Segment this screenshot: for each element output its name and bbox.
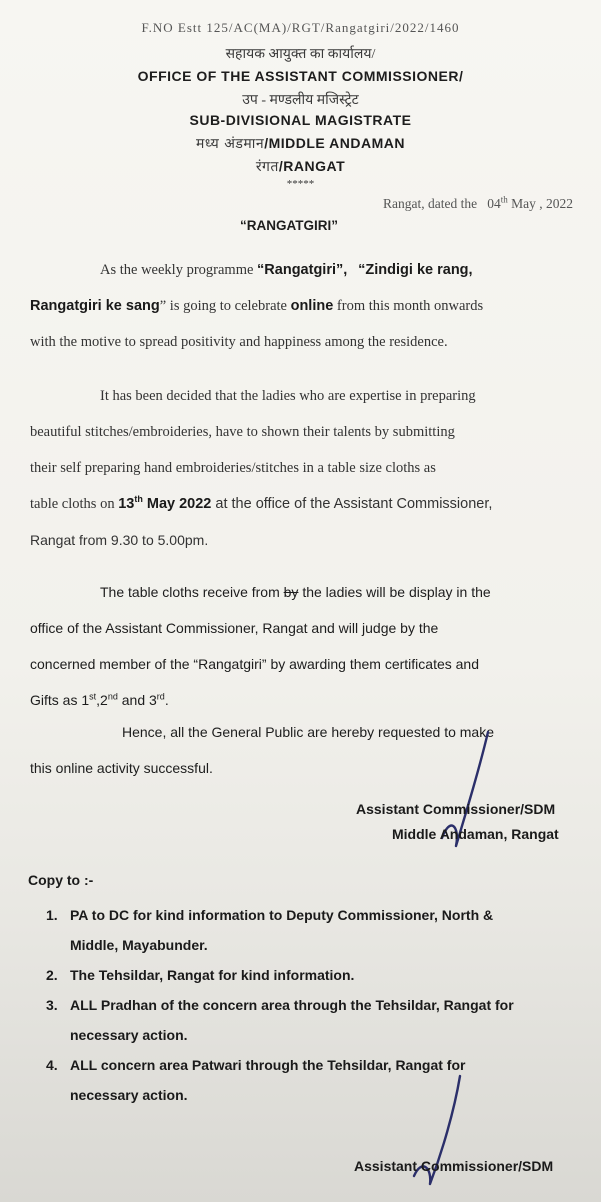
para3-period: . — [164, 692, 169, 708]
copy-to-heading: Copy to :- — [28, 872, 94, 888]
para1-text-c: from this month onwards — [333, 298, 484, 314]
middle-andaman-english: /MIDDLE ANDAMAN — [264, 135, 405, 151]
para3-third: and 3 — [117, 692, 157, 708]
copy-to-list — [46, 900, 582, 1110]
para2-line-1: It has been decided that the ladies who are expertise in preparing — [100, 388, 476, 404]
para2-text-b: at the office of the Assistant Commissioner, — [211, 496, 493, 512]
para1-tagline-part-2: Rangatgiri ke sang — [30, 298, 160, 314]
para1-online-word: online — [290, 298, 334, 314]
para3-line-4 — [30, 682, 578, 718]
para1-line-2 — [30, 288, 578, 324]
para2-line-3: their self preparing hand embroideries/stitches in a table size cloths as — [30, 460, 436, 476]
para1-programme-name: “Rangatgiri”, — [257, 262, 348, 278]
middle-andaman-line — [0, 134, 601, 153]
office-title-hindi: सहायक आयुक्त का कार्यालय/ — [225, 47, 376, 62]
signatory-title-1: Assistant Commissioner/SDM — [356, 801, 556, 817]
para3-first-suffix: st — [89, 691, 97, 702]
copy-to-item — [46, 900, 582, 960]
copy-item-number: 4. — [46, 1057, 58, 1073]
copy-item-number: 3. — [46, 997, 58, 1013]
para4-line-2: this online activity successful. — [30, 760, 213, 776]
para3-second: ,2 — [96, 692, 108, 708]
para2-line-2: beautiful stitches/embroideries, have to shown their talents by submitting — [30, 424, 455, 440]
para3-line-2: office of the Assistant Commissioner, Rangat and will judge by the — [30, 620, 439, 636]
para3-text-a: The table cloths receive from — [100, 584, 284, 600]
paragraph-judging — [30, 574, 578, 718]
paragraph-submission-details — [30, 378, 578, 558]
date-month-year: May , 2022 — [511, 196, 573, 211]
para1-text-b: ” is going to celebrate — [159, 298, 291, 314]
signatory-location-1: Middle Andaman, Rangat — [392, 826, 559, 842]
office-title-english: OFFICE OF THE ASSISTANT COMMISSIONER/ — [137, 68, 464, 84]
copy-item-line-1: The Tehsildar, Rangat for kind information. — [70, 967, 355, 983]
separator-stars: ***** — [286, 178, 315, 190]
para1-text-a: As the weekly programme — [100, 262, 258, 278]
para2-date-day: 13 — [118, 496, 135, 512]
copy-item-number: 2. — [46, 967, 58, 983]
para2-line-4 — [30, 486, 578, 522]
copy-item-line-1: ALL Pradhan of the concern area through the Tehsildar, Rangat for — [70, 997, 514, 1013]
copy-to-item — [46, 1050, 582, 1110]
para1-tagline-part-1: “Zindigi ke rang, — [358, 262, 473, 278]
rangat-english: /RANGAT — [278, 158, 346, 174]
sdm-title-hindi: उप - मण्डलीय मजिस्ट्रेट — [242, 93, 359, 108]
rangat-line — [0, 157, 601, 176]
para3-text-b: the ladies will be display in the — [298, 584, 491, 600]
copy-to-item — [46, 960, 582, 990]
para3-struck-word: by — [283, 584, 299, 600]
copy-to-item — [46, 990, 582, 1050]
file-reference-number: F.NO Estt 125/AC(MA)/RGT/Rangatgiri/2022/1460 — [141, 20, 460, 35]
date-day-suffix: th — [500, 194, 508, 205]
date-prefix: Rangat, dated the — [383, 196, 478, 211]
copy-item-line-2: necessary action. — [70, 1087, 188, 1103]
para3-second-suffix: nd — [107, 691, 118, 702]
para4-line-1: Hence, all the General Public are hereby requested to make — [122, 724, 494, 740]
rangat-hindi: रंगत — [255, 159, 279, 175]
sdm-title-english: SUB-DIVISIONAL MAGISTRATE — [189, 112, 412, 128]
para2-line-5: Rangat from 9.30 to 5.00pm. — [30, 532, 209, 548]
para2-date-suffix: th — [134, 494, 143, 505]
middle-andaman-hindi: मध्य अंडमान — [196, 136, 265, 152]
copy-item-line-1: ALL concern area Patwari through the Tehsildar, Rangat for — [70, 1057, 466, 1073]
para3-line-3: concerned member of the “Rangatgiri” by awarding them certificates and — [30, 656, 479, 672]
date-day: 04 — [487, 196, 501, 211]
copy-item-number: 1. — [46, 907, 58, 923]
para3-gifts-text: Gifts as 1 — [30, 692, 90, 708]
document-date — [383, 196, 573, 212]
para1-line-3: with the motive to spread positivity and happiness among the residence. — [30, 334, 448, 350]
copy-item-line-2: necessary action. — [70, 1027, 188, 1043]
para1-line-1 — [30, 252, 578, 288]
para2-date-month-year: May 2022 — [142, 496, 212, 512]
document-title: “RANGATGIRI” — [240, 218, 338, 233]
signatory-title-2: Assistant Commissioner/SDM — [354, 1158, 554, 1174]
para2-text-a: table cloths on — [30, 496, 119, 512]
paragraph-announcement — [30, 252, 578, 360]
copy-item-line-2: Middle, Mayabunder. — [70, 937, 208, 953]
copy-item-line-1: PA to DC for kind information to Deputy Commissioner, North & — [70, 907, 494, 923]
para3-third-suffix: rd — [156, 691, 165, 702]
paragraph-request — [30, 714, 578, 786]
para3-line-1 — [30, 574, 578, 610]
